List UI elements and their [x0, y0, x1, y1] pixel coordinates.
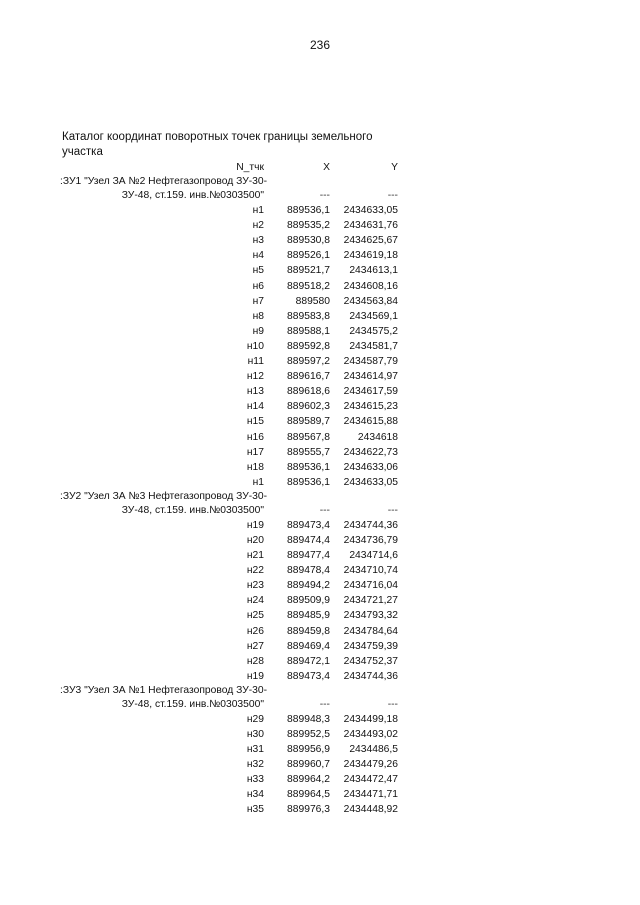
y-cell: 2434575,2	[349, 325, 398, 337]
section-y-placeholder: ---	[387, 190, 398, 202]
x-cell: 889518,2	[287, 280, 330, 292]
point-cell: н26	[246, 625, 264, 637]
table-row	[60, 757, 405, 772]
point-cell: н1	[252, 205, 264, 217]
y-cell: 2434633,06	[343, 461, 398, 473]
point-cell: н5	[252, 265, 264, 277]
point-cell: н27	[246, 640, 264, 652]
table-row	[60, 593, 405, 608]
point-cell: н14	[246, 401, 264, 413]
y-cell: 2434633,05	[343, 205, 398, 217]
y-cell: 2434633,05	[343, 476, 398, 488]
y-cell: 2434618	[357, 431, 398, 443]
point-cell: н31	[246, 744, 264, 756]
x-cell: 889474,4	[287, 534, 330, 546]
document-title: Каталог координат поворотных точек границы земельного участка	[62, 131, 373, 158]
point-cell: н19	[246, 670, 264, 682]
table-row	[60, 324, 405, 339]
point-cell: н33	[246, 774, 264, 786]
y-cell: 2434472,47	[343, 774, 398, 786]
x-cell: 889473,4	[287, 519, 330, 531]
table-row	[60, 608, 405, 623]
x-cell: 889960,7	[287, 759, 330, 771]
table-row	[60, 218, 405, 233]
y-cell: 2434619,18	[343, 250, 398, 262]
point-cell: н6	[252, 280, 264, 292]
y-cell: 2434617,59	[343, 386, 398, 398]
y-cell: 2434479,26	[343, 759, 398, 771]
table-row	[60, 772, 405, 787]
y-cell: 2434710,74	[343, 565, 398, 577]
y-cell: 2434608,16	[343, 280, 398, 292]
point-cell: н30	[246, 729, 264, 740]
point-cell: н7	[252, 295, 264, 307]
point-cell: н13	[246, 386, 264, 398]
x-cell: 889473,4	[287, 670, 330, 682]
y-cell: 2434614,97	[343, 371, 398, 383]
point-cell: н10	[246, 340, 264, 352]
x-cell: 889618,6	[287, 386, 330, 398]
point-cell: н15	[246, 416, 264, 428]
page-number: 236	[309, 38, 331, 52]
table-row	[60, 354, 405, 369]
x-cell: 889472,1	[287, 655, 330, 667]
table-row	[60, 248, 405, 263]
table-row	[60, 263, 405, 278]
x-cell: 889459,8	[287, 625, 330, 637]
section-title-line2-row	[60, 504, 405, 518]
y-cell: 2434581,7	[349, 340, 398, 352]
coordinate-table	[60, 160, 405, 818]
x-cell: 889494,2	[287, 580, 330, 592]
point-cell: н22	[246, 565, 264, 577]
x-cell: 889580	[295, 295, 330, 307]
x-cell: 889964,2	[287, 774, 330, 786]
y-cell: 2434569,1	[349, 310, 398, 322]
table-header	[60, 160, 405, 175]
y-cell: 2434759,39	[343, 640, 398, 652]
header-y: Y	[391, 162, 398, 173]
point-cell: н20	[246, 534, 264, 546]
y-cell: 2434563,84	[343, 295, 398, 307]
point-cell: н35	[246, 804, 264, 816]
y-cell: 2434622,73	[343, 446, 398, 458]
table-row	[60, 578, 405, 593]
x-cell: 889526,1	[287, 250, 330, 262]
y-cell: 2434471,71	[343, 789, 398, 801]
table-row	[60, 727, 405, 742]
point-cell: н9	[252, 325, 264, 337]
point-cell: н2	[252, 220, 264, 232]
section-header	[60, 684, 405, 712]
table-row	[60, 399, 405, 414]
y-cell: 2434613,1	[349, 265, 398, 277]
table-row	[60, 203, 405, 218]
x-cell: 889555,7	[287, 446, 330, 458]
table-row	[60, 309, 405, 324]
section-x-placeholder: ---	[319, 504, 330, 516]
y-cell: 2434499,18	[343, 713, 398, 725]
point-cell: н18	[246, 461, 264, 473]
point-cell: н19	[246, 519, 264, 531]
y-cell: 2434615,88	[343, 416, 398, 428]
table-row	[60, 548, 405, 563]
point-cell: н29	[246, 713, 264, 725]
x-cell: 889530,8	[287, 235, 330, 247]
y-cell: 2434784,64	[343, 625, 398, 637]
x-cell: 889964,5	[287, 789, 330, 801]
y-cell: 2434448,92	[343, 804, 398, 816]
table-row	[60, 712, 405, 727]
x-cell: 889616,7	[287, 371, 330, 383]
y-cell: 2434486,5	[349, 744, 398, 756]
point-cell: н23	[246, 580, 264, 592]
x-cell: 889602,3	[287, 401, 330, 413]
section-title-line1: :ЗУ1 "Узел ЗА №2 Нефтегазопровод ЗУ-30-	[60, 176, 268, 188]
x-cell: 889976,3	[287, 804, 330, 816]
point-cell: н24	[246, 595, 264, 607]
point-cell: н11	[247, 356, 264, 368]
table-row	[60, 533, 405, 548]
x-cell: 889536,1	[287, 476, 330, 488]
y-cell: 2434744,36	[343, 670, 398, 682]
section-title-line1: :ЗУ3 "Узел ЗА №1 Нефтегазопровод ЗУ-30-	[60, 684, 268, 696]
table-row	[60, 430, 405, 445]
x-cell: 889521,7	[287, 265, 330, 277]
x-cell: 889535,2	[287, 220, 330, 232]
x-cell: 889485,9	[287, 610, 330, 622]
table-row	[60, 475, 405, 490]
section-title-line2-row	[60, 698, 405, 712]
table-row	[60, 233, 405, 248]
x-cell: 889536,1	[287, 461, 330, 473]
section-header	[60, 490, 405, 518]
y-cell: 2434721,27	[343, 595, 398, 607]
x-cell: 889589,7	[287, 416, 330, 428]
point-cell: н25	[246, 610, 264, 622]
x-cell: 889536,1	[287, 205, 330, 217]
y-cell: 2434625,67	[343, 235, 398, 247]
table-row	[60, 742, 405, 757]
point-cell: н34	[246, 789, 264, 801]
table-row	[60, 414, 405, 429]
table-row	[60, 384, 405, 399]
point-cell: н1	[252, 476, 264, 488]
table-row	[60, 294, 405, 309]
point-cell: н32	[246, 759, 264, 771]
section-x-placeholder: ---	[319, 190, 330, 202]
y-cell: 2434714,6	[349, 550, 398, 562]
x-cell: 889567,8	[287, 431, 330, 443]
point-cell: н17	[246, 446, 264, 458]
table-row	[60, 802, 405, 817]
x-cell: 889509,9	[287, 595, 330, 607]
section-title-line2: ЗУ-48, ст.159. инв.№0303500"	[121, 504, 264, 516]
section-x-placeholder: ---	[319, 698, 330, 710]
y-cell: 2434587,79	[343, 356, 398, 368]
section-title-line1: :ЗУ2 "Узел ЗА №3 Нефтегазопровод ЗУ-30-	[60, 490, 268, 502]
point-cell: н8	[252, 310, 264, 322]
table-row	[60, 339, 405, 354]
table-row	[60, 563, 405, 578]
section-y-placeholder: ---	[387, 698, 398, 710]
table-row	[60, 460, 405, 475]
table-row	[60, 624, 405, 639]
section-title-line2: ЗУ-48, ст.159. инв.№0303500"	[121, 698, 264, 710]
x-cell: 889956,9	[287, 744, 330, 756]
section-header	[60, 175, 405, 203]
point-cell: н16	[246, 431, 264, 443]
header-point: N_тчк	[236, 162, 264, 173]
point-cell: н28	[246, 655, 264, 667]
x-cell: 889597,2	[287, 356, 330, 368]
x-cell: 889952,5	[287, 729, 330, 740]
section-title-line2-row	[60, 189, 405, 203]
x-cell: 889478,4	[287, 565, 330, 577]
x-cell: 889469,4	[287, 640, 330, 652]
table-row	[60, 669, 405, 684]
table-row	[60, 787, 405, 802]
point-cell: н21	[246, 550, 264, 562]
section-title-line2: ЗУ-48, ст.159. инв.№0303500"	[121, 190, 264, 202]
y-cell: 2434631,76	[343, 220, 398, 232]
y-cell: 2434493,02	[343, 729, 398, 740]
table-row	[60, 518, 405, 533]
x-cell: 889477,4	[287, 550, 330, 562]
y-cell: 2434744,36	[343, 519, 398, 531]
y-cell: 2434615,23	[343, 401, 398, 413]
x-cell: 889583,8	[287, 310, 330, 322]
y-cell: 2434736,79	[343, 534, 398, 546]
y-cell: 2434716,04	[343, 580, 398, 592]
point-cell: н12	[246, 371, 264, 383]
point-cell: н3	[252, 235, 264, 247]
x-cell: 889588,1	[287, 325, 330, 337]
y-cell: 2434752,37	[343, 655, 398, 667]
table-row	[60, 639, 405, 654]
table-row	[60, 279, 405, 294]
table-row	[60, 369, 405, 384]
y-cell: 2434793,32	[343, 610, 398, 622]
header-x: X	[323, 162, 330, 173]
x-cell: 889592,8	[287, 340, 330, 352]
x-cell: 889948,3	[287, 713, 330, 725]
point-cell: н4	[252, 250, 264, 262]
table-row	[60, 445, 405, 460]
section-y-placeholder: ---	[387, 504, 398, 516]
table-row	[60, 654, 405, 669]
